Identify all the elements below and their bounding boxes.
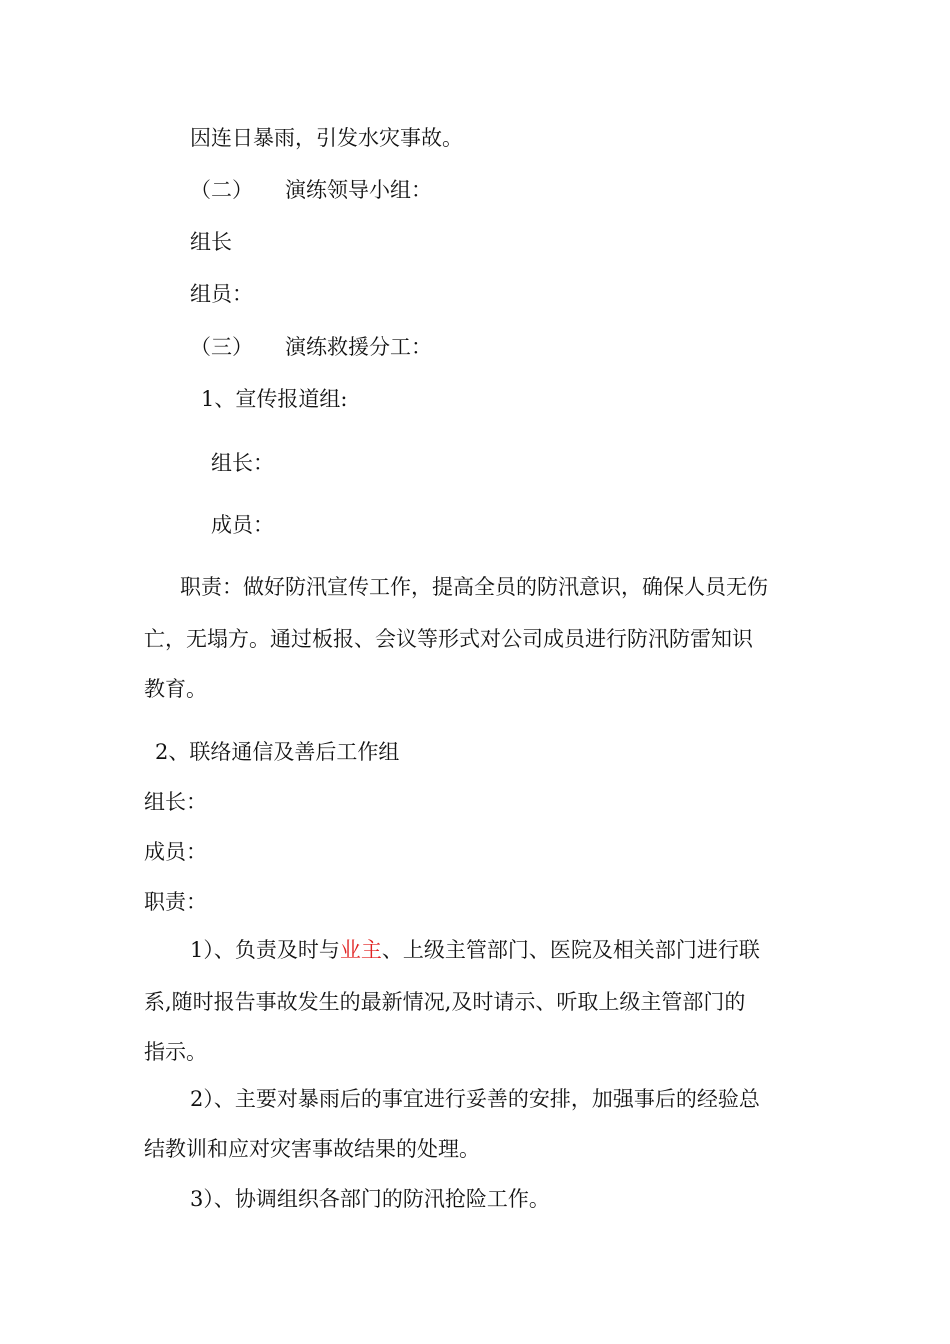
section-number: （二） [190,178,253,202]
section-number: （三） [190,335,253,359]
section-title: 演练救援分工： [285,335,432,359]
section-title: 演练领导小组： [285,178,432,202]
members-label: 组员： [190,282,253,306]
text-line: 因连日暴雨，引发水灾事故。 [190,126,463,150]
leader-label: 组长 [190,230,232,254]
group-title-2: 2、联络通信及善后工作组 [155,740,400,764]
list-item-text: 1）、负责及时与 [190,938,340,962]
duty-paragraph-line: 亡，无塌方。通过板报、会议等形式对公司成员进行防汛防雷知识 [144,627,753,651]
highlight-text: 业主 [339,938,382,962]
group-leader-label: 组长： [211,451,274,475]
duty-paragraph-line: 职责：做好防汛宣传工作，提高全员的防汛意识，确保人员无伤 [180,575,768,599]
section-heading-3 [190,333,432,361]
duty-paragraph-line: 教育。 [144,677,207,701]
list-item-line: 指示。 [144,1040,207,1064]
list-item-text: 、上级主管部门、医院及相关部门进行联 [381,938,760,962]
list-item-line [190,936,760,964]
list-item-line: 系,随时报告事故发生的最新情况,及时请示、听取上级主管部门的 [144,990,746,1014]
list-item-line: 结教训和应对灾害事故结果的处理。 [144,1137,480,1161]
group-leader-label: 组长： [144,790,207,814]
section-heading-2 [190,176,432,204]
group-title-1: 1、宣传报道组: [201,387,348,411]
duty-label: 职责： [144,890,207,914]
list-item-line: 3）、协调组织各部门的防汛抢险工作。 [190,1187,550,1211]
group-members-label: 成员： [211,513,274,537]
group-members-label: 成员： [144,840,207,864]
list-item-line: 2）、主要对暴雨后的事宜进行妥善的安排，加强事后的经验总 [190,1087,760,1111]
